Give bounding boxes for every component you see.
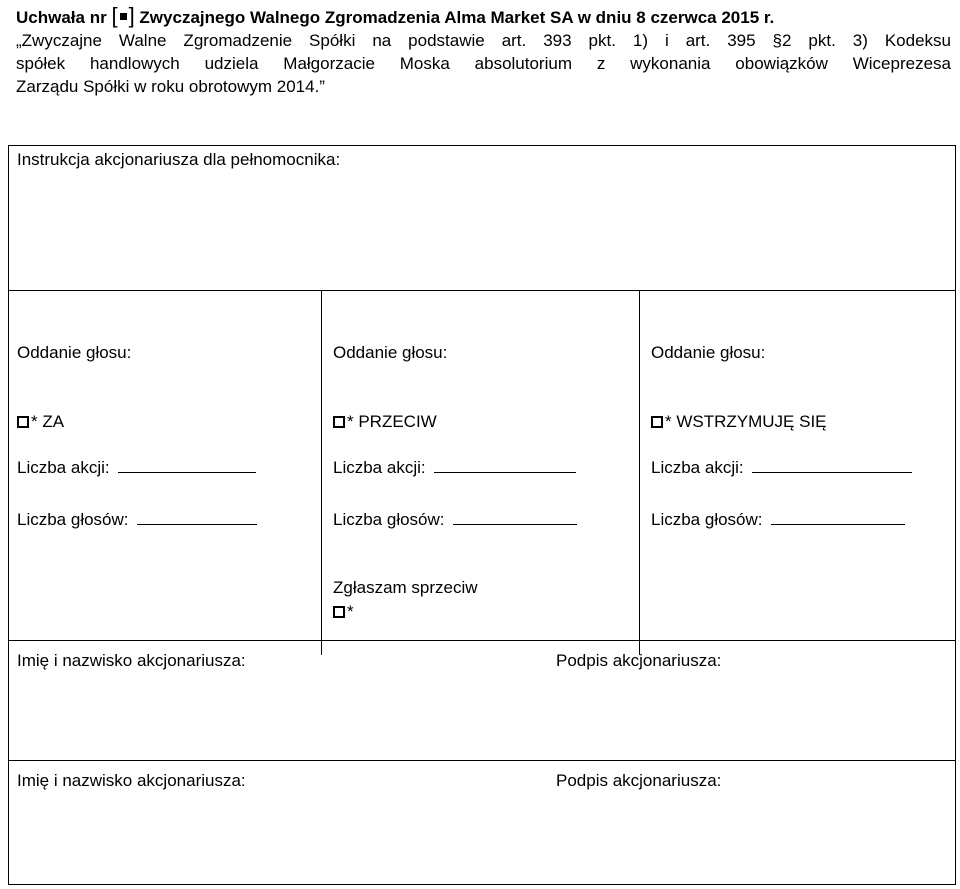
shares-blank[interactable] [118,471,256,473]
vote-option-label: * PRZECIW [347,412,437,431]
vote-option-label: * WSTRZYMUJĘ SIĘ [665,412,827,431]
proxy-instruction-form [8,145,956,885]
column-divider [321,290,322,655]
divider [9,640,955,641]
title-suffix: Zwyczajnego Walnego Zgromadzenia Alma Market SA w dniu 8 czerwca 2015 r. [139,8,775,27]
resolution-title [16,4,951,29]
shareholder-signature-label: Podpis akcjonariusza: [556,651,722,670]
checkbox-icon[interactable] [17,416,29,428]
shares-blank[interactable] [434,471,576,473]
checkbox-icon[interactable] [333,416,345,428]
resolution-line: spółek handlowych udziela Małgorzacie Moska absolutorium z wykonania obowiązków Wiceprezesa [16,54,951,73]
placeholder-square-icon [120,13,127,20]
column-divider [639,290,640,655]
resolution-line: „Zwyczajne Walne Zgromadzenie Spółki na podstawie art. 393 pkt. 1) i art. 395 §2 pkt. 3) Kodeksu [16,31,951,50]
vote-heading: Oddanie głosu: [17,343,132,362]
vote-heading: Oddanie głosu: [651,343,766,362]
placeholder-bracket-open: [ [111,3,118,28]
votes-field[interactable] [17,510,257,530]
checkbox-icon[interactable] [651,416,663,428]
shares-label: Liczba akcji: [651,458,744,477]
shareholder-signature-label: Podpis akcjonariusza: [556,771,722,790]
vote-option-label: * ZA [31,412,65,431]
shares-label: Liczba akcji: [333,458,426,477]
shareholder-name-label: Imię i nazwisko akcjonariusza: [17,651,246,670]
divider [9,290,955,291]
vote-option-abstain[interactable] [651,412,827,432]
instruction-label: Instrukcja akcjonariusza dla pełnomocnika: [17,150,341,169]
shares-field[interactable] [651,458,912,478]
checkbox-icon[interactable] [333,606,345,618]
votes-label: Liczba głosów: [17,510,129,529]
objection-label: Zgłaszam sprzeciw [333,578,478,597]
votes-label: Liczba głosów: [651,510,763,529]
placeholder-bracket-close: ] [128,3,135,28]
shares-field[interactable] [333,458,576,478]
objection-checkbox[interactable] [333,602,354,622]
votes-field[interactable] [333,510,577,530]
votes-blank[interactable] [137,523,257,525]
objection-asterisk: * [347,602,354,621]
divider [9,760,955,761]
shares-field[interactable] [17,458,256,478]
votes-label: Liczba głosów: [333,510,445,529]
shares-blank[interactable] [752,471,912,473]
resolution-line: Zarządu Spółki w roku obrotowym 2014.” [16,77,325,96]
vote-heading: Oddanie głosu: [333,343,448,362]
shares-label: Liczba akcji: [17,458,110,477]
title-prefix: Uchwała nr [16,8,107,27]
votes-blank[interactable] [453,523,577,525]
shareholder-name-label: Imię i nazwisko akcjonariusza: [17,771,246,790]
resolution-header [16,4,951,98]
votes-field[interactable] [651,510,905,530]
votes-blank[interactable] [771,523,905,525]
resolution-text [16,29,951,98]
vote-option-against[interactable] [333,412,437,432]
vote-option-for[interactable] [17,412,64,432]
